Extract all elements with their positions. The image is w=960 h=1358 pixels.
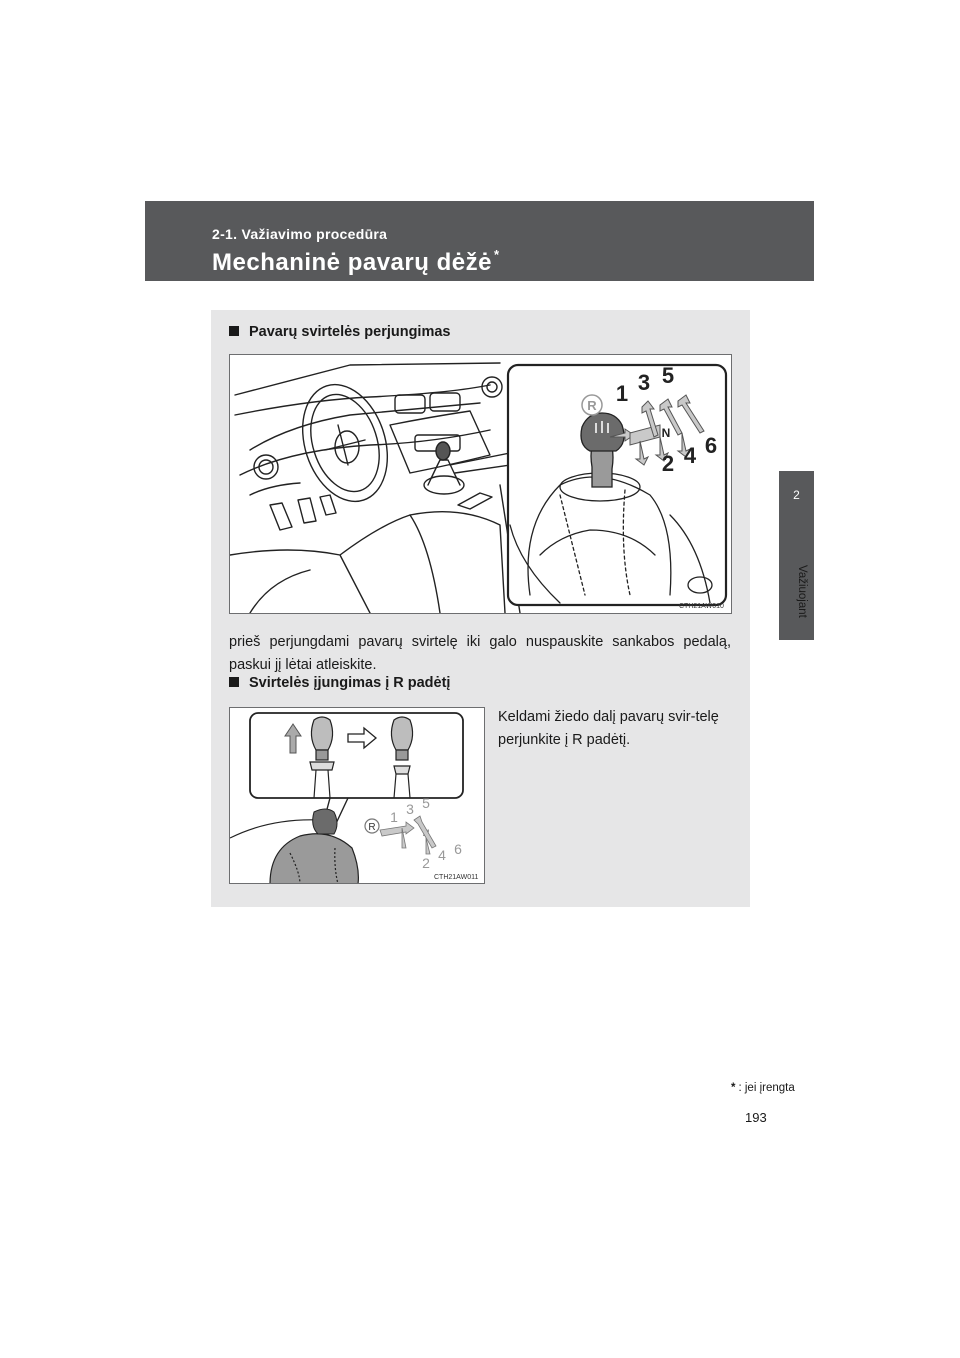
figure-code: CTH21AW010 — [679, 603, 724, 610]
page-title-text: Mechaninė pavarų dėžė — [212, 249, 492, 276]
footnote-text: : jei įrengta — [738, 1082, 795, 1094]
body-text-reverse: Keldami žiedo dalį pavarų svir-telę perjunkite į R padėtį. — [498, 709, 719, 748]
gear-5-small-label: 5 — [422, 795, 430, 811]
gear-6-small-label: 6 — [454, 841, 462, 857]
gear-2-small-label: 2 — [422, 855, 430, 871]
footnote — [731, 1082, 795, 1094]
title-mark: * — [493, 247, 500, 262]
body-text-clutch: prieš perjungdami pavarų svirtelę iki galo nuspauskite sankabos pedalą, paskui jį lėtai atleiskite. — [229, 634, 731, 673]
figure-cockpit-shift-pattern — [229, 354, 732, 614]
chapter-label: Važiuojant — [796, 565, 808, 618]
square-bullet-icon — [229, 677, 239, 687]
heading-text: Pavarų svirtelės perjungimas — [249, 324, 451, 340]
page-title — [212, 249, 500, 277]
gear-6-label: 6 — [704, 433, 718, 458]
gear-4-label: 4 — [683, 443, 697, 468]
heading-text: Svirtelės įjungimas į R padėtį — [249, 675, 451, 691]
gear-1-small-label: 1 — [390, 809, 398, 825]
figure-code: CTH21AW011 — [434, 874, 479, 881]
gear-n-label: N — [661, 426, 671, 440]
heading-gear-shifting — [229, 324, 451, 340]
heading-reverse — [229, 675, 450, 691]
gear-5-label: 5 — [661, 363, 675, 388]
gear-r-label: R — [587, 398, 597, 413]
page-number: 193 — [745, 1110, 767, 1125]
gear-4-small-label: 4 — [438, 847, 446, 863]
section-label: 2-1. Važiavimo procedūra — [212, 226, 388, 242]
cockpit-illustration — [230, 355, 732, 614]
gear-3-small-label: 3 — [406, 801, 414, 817]
figure-reverse-engagement — [229, 707, 485, 884]
gear-r-small-label: R — [368, 822, 376, 833]
reverse-illustration — [230, 708, 485, 884]
square-bullet-icon — [229, 326, 239, 336]
chapter-number: 2 — [793, 488, 800, 502]
gear-1-label: 1 — [615, 381, 629, 406]
footnote-mark: * — [731, 1082, 736, 1094]
gear-3-label: 3 — [637, 370, 651, 395]
gear-2-label: 2 — [661, 451, 675, 476]
